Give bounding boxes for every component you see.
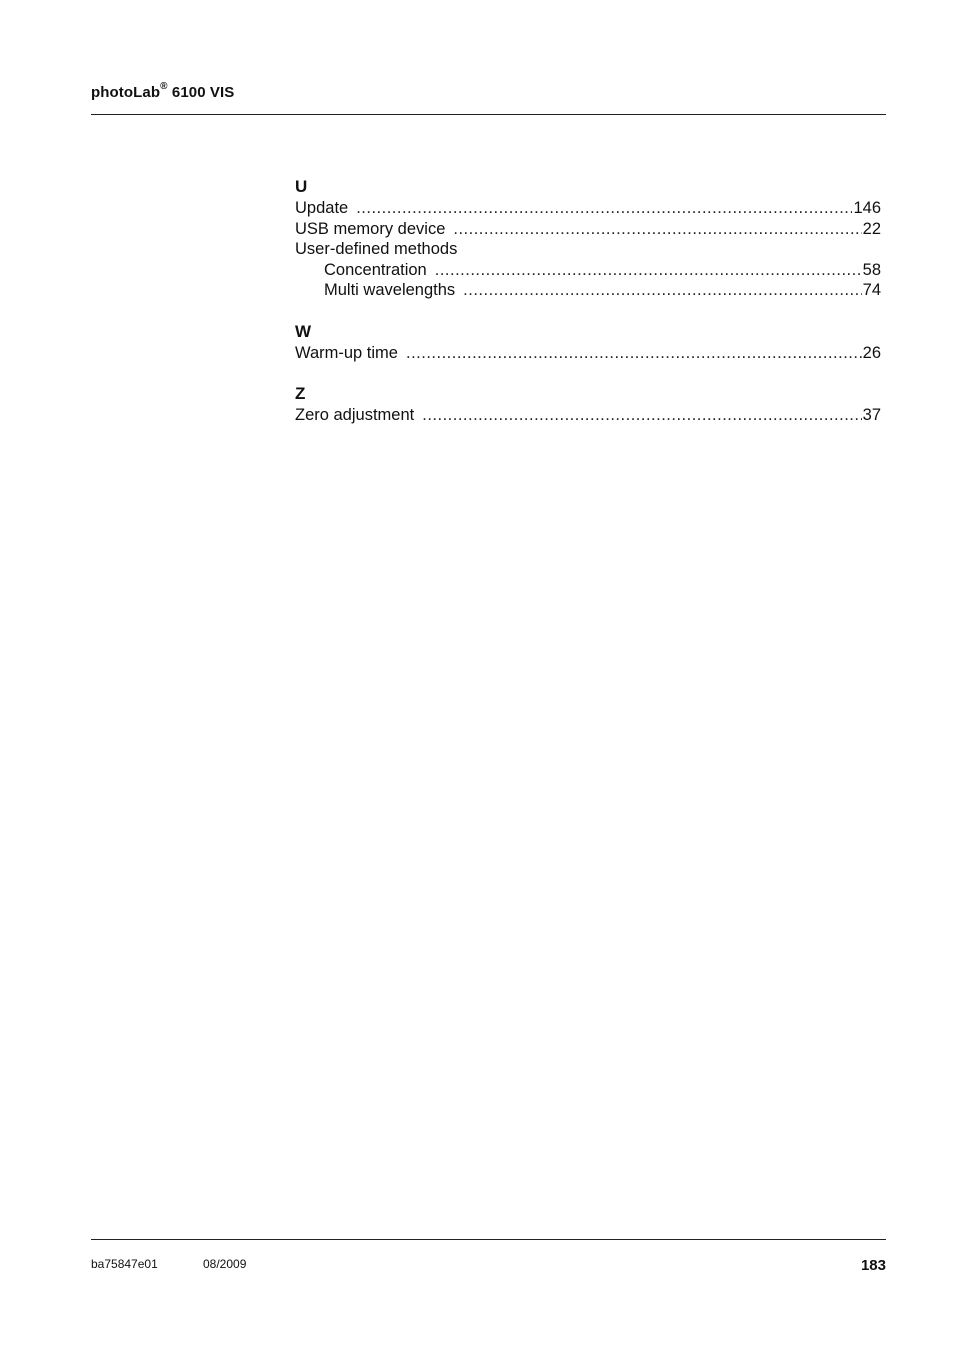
- index-term: Multi wavelengths: [324, 281, 456, 299]
- product-name: photoLab: [91, 84, 161, 101]
- index-entry: [295, 198, 881, 219]
- index-list: [295, 176, 881, 446]
- index-section: [295, 176, 881, 301]
- header-rule: [91, 114, 886, 115]
- index-letter: U: [295, 177, 308, 196]
- index-term: USB memory device: [295, 219, 446, 238]
- dot-leader: [406, 343, 862, 364]
- index-page-ref: 37: [862, 406, 881, 424]
- index-page-ref: 146: [853, 199, 881, 217]
- dot-leader: [435, 260, 862, 281]
- index-entry: [295, 239, 881, 260]
- index-entry: [295, 343, 881, 364]
- page-number: 183: [860, 1257, 886, 1274]
- index-term: Update: [295, 199, 349, 217]
- index-term: Zero adjustment: [295, 406, 415, 424]
- registered-mark: ®: [160, 81, 168, 92]
- index-subentry: [295, 280, 881, 301]
- index-letter: Z: [295, 384, 306, 403]
- index-page-ref: 58: [862, 260, 881, 279]
- index-letter: W: [295, 321, 312, 341]
- dot-leader: [356, 198, 852, 219]
- index-term: User-defined methods: [295, 240, 458, 258]
- footer-rule: [91, 1239, 886, 1240]
- index-subentry: [295, 260, 881, 281]
- index-entry: [295, 219, 881, 240]
- index-page-ref: 26: [862, 343, 881, 362]
- document-date: 08/2009: [203, 1257, 247, 1271]
- index-page-ref: 74: [862, 281, 881, 299]
- index-term: Concentration: [324, 260, 427, 279]
- document-id: ba75847e01: [91, 1257, 158, 1271]
- index-term: Warm-up time: [295, 343, 398, 362]
- dot-leader: [463, 280, 861, 301]
- product-model: 6100 VIS: [171, 84, 235, 101]
- index-entry: [295, 405, 881, 426]
- dot-leader: [453, 219, 861, 240]
- running-header: [91, 81, 235, 101]
- index-section: [295, 321, 881, 364]
- index-page-ref: 22: [862, 219, 881, 238]
- index-section: [295, 383, 881, 426]
- dot-leader: [422, 405, 861, 426]
